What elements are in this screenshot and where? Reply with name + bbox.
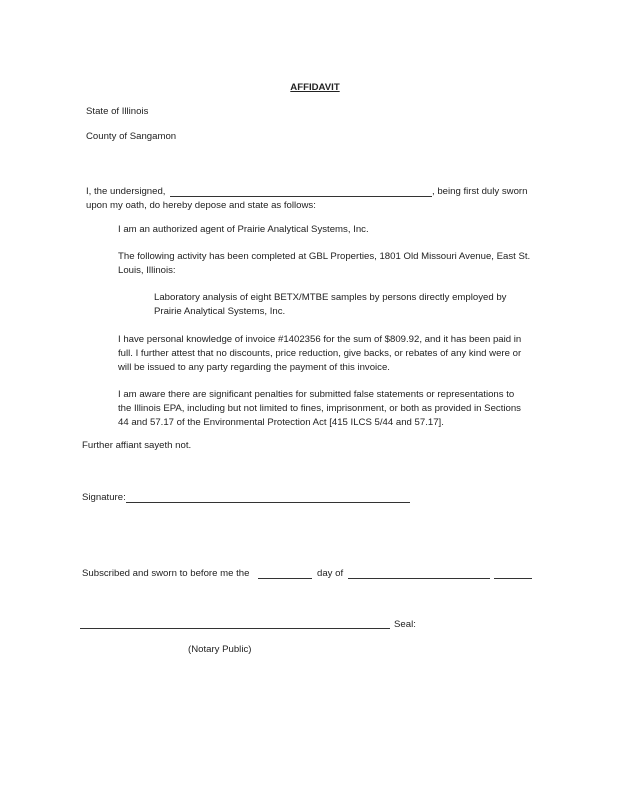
paragraph-penalties-line3: 44 and 57.17 of the Environmental Protection Act [415 ILCS 5/44 and 57.17]. (118, 417, 444, 428)
paragraph-invoice-line3: will be issued to any party regarding the payment of this invoice. (118, 362, 390, 373)
intro-end: , being first duly sworn (432, 186, 528, 197)
year-blank-line[interactable] (494, 578, 532, 579)
seal-label: Seal: (394, 619, 416, 630)
paragraph-penalties-line1: I am aware there are significant penalties for submitted false statements or representations to (118, 389, 515, 400)
subscribed-start: Subscribed and sworn to before me the (82, 568, 250, 579)
paragraph-activity-line1: The following activity has been completed at GBL Properties, 1801 Old Missouri Avenue, East St. (118, 251, 531, 262)
paragraph-agent: I am an authorized agent of Prairie Analytical Systems, Inc. (118, 224, 369, 235)
paragraph-invoice-line1: I have personal knowledge of invoice #1402356 for the sum of $809.92, and it has been paid in (118, 334, 522, 345)
notary-signature-line[interactable] (80, 628, 390, 629)
paragraph-analysis-line1: Laboratory analysis of eight BETX/MTBE samples by persons directly employed by (154, 292, 507, 303)
paragraph-analysis-line2: Prairie Analytical Systems, Inc. (154, 306, 286, 317)
county-line: County of Sangamon (86, 131, 177, 142)
signature-line[interactable] (126, 502, 410, 503)
paragraph-penalties-line2: the Illinois EPA, including but not limited to fines, imprisonment, or both as provided in Sections (118, 403, 521, 414)
paragraph-invoice-line2: full. I further attest that no discounts, price reduction, give backs, or rebates of any kind were or (118, 348, 522, 359)
month-blank-line[interactable] (348, 578, 490, 579)
paragraph-activity-line2: Louis, Illinois: (118, 265, 176, 276)
notary-public-label: (Notary Public) (188, 644, 252, 655)
further-affiant: Further affiant sayeth not. (82, 440, 192, 451)
document-title: AFFIDAVIT (290, 82, 340, 93)
intro-line-2: upon my oath, do hereby depose and state as follows: (86, 200, 316, 211)
state-line: State of Illinois (86, 106, 149, 117)
subscribed-day-of: day of (317, 568, 344, 579)
name-blank-line[interactable] (170, 196, 432, 197)
day-blank-line[interactable] (258, 578, 312, 579)
signature-label: Signature: (82, 492, 126, 503)
intro-start: I, the undersigned, (86, 186, 166, 197)
